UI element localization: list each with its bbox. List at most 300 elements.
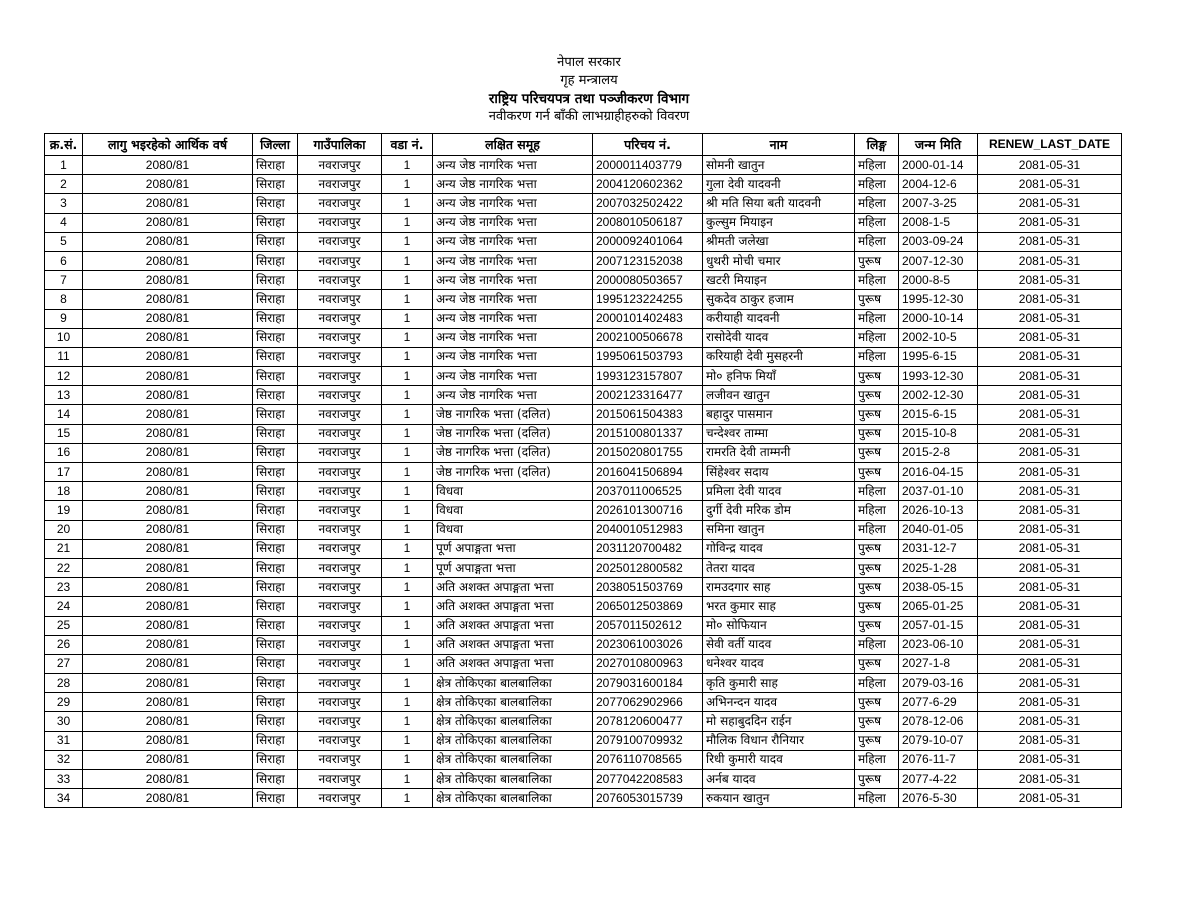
cell-target-group: अन्य जेष्ठ नागरिक भत्ता [433, 213, 593, 232]
cell-renew-last-date: 2081-05-31 [978, 367, 1122, 386]
cell-id-number: 2038051503769 [593, 578, 703, 597]
cell-id-number: 2004120602362 [593, 175, 703, 194]
cell-target-group: अन्य जेष्ठ नागरिक भत्ता [433, 175, 593, 194]
cell-district: सिराहा [253, 271, 298, 290]
cell-ward-number: 1 [382, 367, 433, 386]
cell-target-group: जेष्ठ नागरिक भत्ता (दलित) [433, 405, 593, 424]
cell-fiscal-year: 2080/81 [83, 386, 253, 405]
cell-gender: महिला [855, 271, 899, 290]
cell-municipality: नवराजपुर [298, 405, 382, 424]
cell-ward-number: 1 [382, 693, 433, 712]
cell-target-group: क्षेत्र तोकिएका बालबालिका [433, 674, 593, 693]
cell-municipality: नवराजपुर [298, 194, 382, 213]
cell-name: रासोदेवी यादव [703, 328, 855, 347]
cell-fiscal-year: 2080/81 [83, 750, 253, 769]
cell-municipality: नवराजपुर [298, 175, 382, 194]
cell-target-group: अति अशक्त अपाङ्गता भत्ता [433, 616, 593, 635]
cell-serial-number: 17 [45, 463, 83, 482]
cell-fiscal-year: 2080/81 [83, 443, 253, 462]
cell-id-number: 2015020801755 [593, 443, 703, 462]
cell-district: सिराहा [253, 328, 298, 347]
cell-name: मो० सोफियान [703, 616, 855, 635]
cell-municipality: नवराजपुर [298, 271, 382, 290]
cell-ward-number: 1 [382, 347, 433, 366]
cell-name: गुला देवी यादवनी [703, 175, 855, 194]
cell-municipality: नवराजपुर [298, 156, 382, 175]
table-row [45, 251, 1122, 270]
cell-fiscal-year: 2080/81 [83, 213, 253, 232]
cell-id-number: 1995123224255 [593, 290, 703, 309]
cell-name: श्रीमती जलेखा [703, 232, 855, 251]
cell-gender: पुरूष [855, 731, 899, 750]
cell-serial-number: 9 [45, 309, 83, 328]
cell-district: सिराहा [253, 770, 298, 789]
cell-fiscal-year: 2080/81 [83, 520, 253, 539]
cell-birth-date: 2000-01-14 [899, 156, 978, 175]
cell-ward-number: 1 [382, 482, 433, 501]
cell-name: अभिनन्दन यादव [703, 693, 855, 712]
table-row [45, 635, 1122, 654]
table-row [45, 194, 1122, 213]
cell-gender: महिला [855, 347, 899, 366]
cell-serial-number: 10 [45, 328, 83, 347]
cell-target-group: अन्य जेष्ठ नागरिक भत्ता [433, 251, 593, 270]
cell-birth-date: 2027-1-8 [899, 654, 978, 673]
cell-ward-number: 1 [382, 386, 433, 405]
cell-gender: महिला [855, 309, 899, 328]
cell-target-group: विधवा [433, 482, 593, 501]
cell-serial-number: 26 [45, 635, 83, 654]
table-row [45, 347, 1122, 366]
cell-target-group: अन्य जेष्ठ नागरिक भत्ता [433, 309, 593, 328]
cell-id-number: 2076053015739 [593, 789, 703, 808]
cell-ward-number: 1 [382, 578, 433, 597]
cell-id-number: 2000101402483 [593, 309, 703, 328]
cell-name: अर्नब यादव [703, 770, 855, 789]
cell-ward-number: 1 [382, 558, 433, 577]
table-row [45, 770, 1122, 789]
cell-district: सिराहा [253, 597, 298, 616]
department-title: राष्ट्रिय परिचयपत्र तथा पञ्जीकरण विभाग [488, 91, 690, 107]
cell-district: सिराहा [253, 251, 298, 270]
cell-serial-number: 33 [45, 770, 83, 789]
cell-name: भरत कुमार साह [703, 597, 855, 616]
cell-renew-last-date: 2081-05-31 [978, 463, 1122, 482]
cell-gender: महिला [855, 175, 899, 194]
cell-id-number: 2007123152038 [593, 251, 703, 270]
cell-target-group: अन्य जेष्ठ नागरिक भत्ता [433, 194, 593, 213]
cell-name: चन्देश्वर ताम्मा [703, 424, 855, 443]
cell-serial-number: 22 [45, 558, 83, 577]
cell-serial-number: 2 [45, 175, 83, 194]
cell-gender: पुरूष [855, 539, 899, 558]
table-row [45, 271, 1122, 290]
cell-renew-last-date: 2081-05-31 [978, 674, 1122, 693]
cell-gender: पुरूष [855, 367, 899, 386]
cell-id-number: 2077062902966 [593, 693, 703, 712]
cell-ward-number: 1 [382, 616, 433, 635]
column-header-gender: लिङ्ग [855, 134, 899, 156]
cell-serial-number: 1 [45, 156, 83, 175]
cell-fiscal-year: 2080/81 [83, 654, 253, 673]
cell-birth-date: 2076-11-7 [899, 750, 978, 769]
column-header-ward-number: वडा नं. [382, 134, 433, 156]
cell-birth-date: 2038-05-15 [899, 578, 978, 597]
cell-serial-number: 34 [45, 789, 83, 808]
cell-district: सिराहा [253, 156, 298, 175]
cell-renew-last-date: 2081-05-31 [978, 213, 1122, 232]
cell-id-number: 2065012503869 [593, 597, 703, 616]
cell-serial-number: 25 [45, 616, 83, 635]
cell-renew-last-date: 2081-05-31 [978, 731, 1122, 750]
cell-birth-date: 2003-09-24 [899, 232, 978, 251]
cell-target-group: पूर्ण अपाङ्गता भत्ता [433, 539, 593, 558]
cell-municipality: नवराजपुर [298, 232, 382, 251]
cell-municipality: नवराजपुर [298, 750, 382, 769]
table-row [45, 424, 1122, 443]
cell-district: सिराहा [253, 750, 298, 769]
cell-ward-number: 1 [382, 328, 433, 347]
cell-fiscal-year: 2080/81 [83, 558, 253, 577]
cell-birth-date: 2077-4-22 [899, 770, 978, 789]
cell-birth-date: 2025-1-28 [899, 558, 978, 577]
table-row [45, 328, 1122, 347]
cell-municipality: नवराजपुर [298, 558, 382, 577]
column-header-id-number: परिचय नं. [593, 134, 703, 156]
cell-birth-date: 2057-01-15 [899, 616, 978, 635]
cell-target-group: जेष्ठ नागरिक भत्ता (दलित) [433, 443, 593, 462]
cell-district: सिराहा [253, 290, 298, 309]
cell-id-number: 2000092401064 [593, 232, 703, 251]
cell-ward-number: 1 [382, 597, 433, 616]
cell-gender: महिला [855, 213, 899, 232]
table-row [45, 290, 1122, 309]
cell-target-group: अति अशक्त अपाङ्गता भत्ता [433, 654, 593, 673]
cell-fiscal-year: 2080/81 [83, 463, 253, 482]
table-row [45, 558, 1122, 577]
cell-fiscal-year: 2080/81 [83, 367, 253, 386]
cell-district: सिराहा [253, 232, 298, 251]
cell-birth-date: 2040-01-05 [899, 520, 978, 539]
cell-gender: पुरूष [855, 405, 899, 424]
cell-birth-date: 2000-10-14 [899, 309, 978, 328]
cell-district: सिराहा [253, 443, 298, 462]
cell-birth-date: 2002-10-5 [899, 328, 978, 347]
cell-ward-number: 1 [382, 290, 433, 309]
cell-fiscal-year: 2080/81 [83, 424, 253, 443]
cell-renew-last-date: 2081-05-31 [978, 539, 1122, 558]
cell-gender: महिला [855, 635, 899, 654]
cell-id-number: 2007032502422 [593, 194, 703, 213]
table-row [45, 501, 1122, 520]
cell-gender: महिला [855, 520, 899, 539]
cell-fiscal-year: 2080/81 [83, 482, 253, 501]
cell-renew-last-date: 2081-05-31 [978, 232, 1122, 251]
cell-gender: पुरूष [855, 597, 899, 616]
cell-district: सिराहा [253, 558, 298, 577]
cell-id-number: 1993123157807 [593, 367, 703, 386]
cell-id-number: 2002100506678 [593, 328, 703, 347]
cell-fiscal-year: 2080/81 [83, 156, 253, 175]
column-header-serial-number: क्र.सं. [45, 134, 83, 156]
cell-gender: पुरूष [855, 770, 899, 789]
cell-id-number: 2026101300716 [593, 501, 703, 520]
cell-district: सिराहा [253, 347, 298, 366]
cell-serial-number: 7 [45, 271, 83, 290]
cell-gender: महिला [855, 674, 899, 693]
cell-gender: महिला [855, 750, 899, 769]
cell-target-group: विधवा [433, 520, 593, 539]
cell-name: मौलिक विधान रौनियार [703, 731, 855, 750]
cell-serial-number: 3 [45, 194, 83, 213]
cell-birth-date: 2015-6-15 [899, 405, 978, 424]
cell-gender: पुरूष [855, 386, 899, 405]
column-header-name: नाम [703, 134, 855, 156]
cell-fiscal-year: 2080/81 [83, 693, 253, 712]
cell-name: खटरी मियाइन [703, 271, 855, 290]
cell-birth-date: 2031-12-7 [899, 539, 978, 558]
cell-renew-last-date: 2081-05-31 [978, 616, 1122, 635]
cell-municipality: नवराजपुर [298, 482, 382, 501]
cell-name: सेवी वर्ती यादव [703, 635, 855, 654]
cell-renew-last-date: 2081-05-31 [978, 520, 1122, 539]
cell-id-number: 1995061503793 [593, 347, 703, 366]
cell-target-group: विधवा [433, 501, 593, 520]
cell-birth-date: 2015-10-8 [899, 424, 978, 443]
cell-id-number: 2076110708565 [593, 750, 703, 769]
cell-serial-number: 4 [45, 213, 83, 232]
table-row [45, 405, 1122, 424]
cell-fiscal-year: 2080/81 [83, 674, 253, 693]
cell-name: धनेश्वर यादव [703, 654, 855, 673]
cell-renew-last-date: 2081-05-31 [978, 482, 1122, 501]
cell-serial-number: 29 [45, 693, 83, 712]
cell-id-number: 2016041506894 [593, 463, 703, 482]
cell-renew-last-date: 2081-05-31 [978, 635, 1122, 654]
cell-name: धुथरी मोची चमार [703, 251, 855, 270]
ministry-title: गृह मन्त्रालय [560, 73, 618, 88]
cell-municipality: नवराजपुर [298, 578, 382, 597]
cell-id-number: 2037011006525 [593, 482, 703, 501]
cell-birth-date: 2007-3-25 [899, 194, 978, 213]
cell-serial-number: 30 [45, 712, 83, 731]
cell-serial-number: 27 [45, 654, 83, 673]
cell-id-number: 2025012800582 [593, 558, 703, 577]
cell-district: सिराहा [253, 616, 298, 635]
cell-fiscal-year: 2080/81 [83, 539, 253, 558]
cell-gender: पुरूष [855, 693, 899, 712]
cell-municipality: नवराजपुर [298, 213, 382, 232]
cell-name: प्रमिला देवी यादव [703, 482, 855, 501]
cell-municipality: नवराजपुर [298, 424, 382, 443]
cell-name: लजीवन खातुन [703, 386, 855, 405]
cell-ward-number: 1 [382, 539, 433, 558]
cell-serial-number: 24 [45, 597, 83, 616]
cell-id-number: 2000080503657 [593, 271, 703, 290]
cell-target-group: जेष्ठ नागरिक भत्ता (दलित) [433, 424, 593, 443]
cell-name: रुकयान खातुन [703, 789, 855, 808]
cell-district: सिराहा [253, 175, 298, 194]
cell-ward-number: 1 [382, 175, 433, 194]
cell-fiscal-year: 2080/81 [83, 731, 253, 750]
cell-birth-date: 2023-06-10 [899, 635, 978, 654]
cell-renew-last-date: 2081-05-31 [978, 558, 1122, 577]
cell-district: सिराहा [253, 693, 298, 712]
cell-serial-number: 18 [45, 482, 83, 501]
cell-target-group: अति अशक्त अपाङ्गता भत्ता [433, 578, 593, 597]
cell-serial-number: 28 [45, 674, 83, 693]
cell-gender: पुरूष [855, 290, 899, 309]
cell-gender: पुरूष [855, 424, 899, 443]
cell-target-group: क्षेत्र तोकिएका बालबालिका [433, 770, 593, 789]
document-header [0, 54, 1178, 126]
cell-ward-number: 1 [382, 232, 433, 251]
cell-renew-last-date: 2081-05-31 [978, 443, 1122, 462]
cell-fiscal-year: 2080/81 [83, 271, 253, 290]
cell-gender: पुरूष [855, 463, 899, 482]
table-row [45, 367, 1122, 386]
cell-municipality: नवराजपुर [298, 386, 382, 405]
cell-target-group: क्षेत्र तोकिएका बालबालिका [433, 693, 593, 712]
cell-municipality: नवराजपुर [298, 501, 382, 520]
cell-municipality: नवराजपुर [298, 520, 382, 539]
cell-birth-date: 2000-8-5 [899, 271, 978, 290]
cell-name: कुल्सुम मियाइन [703, 213, 855, 232]
cell-name: सोमनी खातुन [703, 156, 855, 175]
cell-renew-last-date: 2081-05-31 [978, 309, 1122, 328]
column-header-birth-date: जन्म मिति [899, 134, 978, 156]
cell-municipality: नवराजपुर [298, 597, 382, 616]
cell-district: सिराहा [253, 386, 298, 405]
cell-target-group: अन्य जेष्ठ नागरिक भत्ता [433, 386, 593, 405]
cell-ward-number: 1 [382, 635, 433, 654]
table-header [45, 134, 1122, 156]
cell-district: सिराहा [253, 405, 298, 424]
cell-serial-number: 16 [45, 443, 83, 462]
cell-ward-number: 1 [382, 271, 433, 290]
cell-name: कृति कुमारी साह [703, 674, 855, 693]
cell-name: गोविन्द्र यादव [703, 539, 855, 558]
cell-id-number: 2000011403779 [593, 156, 703, 175]
cell-birth-date: 2004-12-6 [899, 175, 978, 194]
table-header-row [45, 134, 1122, 156]
cell-gender: महिला [855, 789, 899, 808]
cell-birth-date: 2016-04-15 [899, 463, 978, 482]
table-row [45, 750, 1122, 769]
cell-municipality: नवराजपुर [298, 443, 382, 462]
cell-renew-last-date: 2081-05-31 [978, 290, 1122, 309]
cell-gender: पुरूष [855, 558, 899, 577]
cell-fiscal-year: 2080/81 [83, 309, 253, 328]
cell-target-group: क्षेत्र तोकिएका बालबालिका [433, 712, 593, 731]
cell-serial-number: 15 [45, 424, 83, 443]
cell-birth-date: 2065-01-25 [899, 597, 978, 616]
cell-fiscal-year: 2080/81 [83, 616, 253, 635]
cell-municipality: नवराजपुर [298, 251, 382, 270]
cell-name: रिधी कुमारी यादव [703, 750, 855, 769]
cell-birth-date: 2077-6-29 [899, 693, 978, 712]
cell-renew-last-date: 2081-05-31 [978, 693, 1122, 712]
cell-gender: पुरूष [855, 712, 899, 731]
cell-gender: पुरूष [855, 443, 899, 462]
cell-fiscal-year: 2080/81 [83, 770, 253, 789]
cell-municipality: नवराजपुर [298, 616, 382, 635]
cell-gender: पुरूष [855, 251, 899, 270]
cell-district: सिराहा [253, 194, 298, 213]
cell-name: सिंहेश्वर सदाय [703, 463, 855, 482]
table-row [45, 443, 1122, 462]
table-row [45, 482, 1122, 501]
cell-ward-number: 1 [382, 424, 433, 443]
cell-serial-number: 12 [45, 367, 83, 386]
cell-serial-number: 32 [45, 750, 83, 769]
cell-renew-last-date: 2081-05-31 [978, 251, 1122, 270]
cell-municipality: नवराजपुर [298, 309, 382, 328]
cell-ward-number: 1 [382, 156, 433, 175]
cell-target-group: जेष्ठ नागरिक भत्ता (दलित) [433, 463, 593, 482]
cell-id-number: 2027010800963 [593, 654, 703, 673]
cell-renew-last-date: 2081-05-31 [978, 156, 1122, 175]
cell-gender: पुरूष [855, 616, 899, 635]
cell-district: सिराहा [253, 731, 298, 750]
cell-id-number: 2079031600184 [593, 674, 703, 693]
cell-renew-last-date: 2081-05-31 [978, 405, 1122, 424]
cell-renew-last-date: 2081-05-31 [978, 750, 1122, 769]
cell-municipality: नवराजपुर [298, 539, 382, 558]
cell-district: सिराहा [253, 482, 298, 501]
cell-name: मो सहाबुददिन राईन [703, 712, 855, 731]
government-title: नेपाल सरकार [557, 55, 621, 70]
table-row [45, 578, 1122, 597]
cell-birth-date: 1995-12-30 [899, 290, 978, 309]
cell-renew-last-date: 2081-05-31 [978, 194, 1122, 213]
cell-name: रामउदगार साह [703, 578, 855, 597]
cell-fiscal-year: 2080/81 [83, 597, 253, 616]
cell-target-group: क्षेत्र तोकिएका बालबालिका [433, 789, 593, 808]
cell-municipality: नवराजपुर [298, 674, 382, 693]
cell-target-group: अन्य जेष्ठ नागरिक भत्ता [433, 271, 593, 290]
cell-gender: पुरूष [855, 654, 899, 673]
table-row [45, 597, 1122, 616]
cell-renew-last-date: 2081-05-31 [978, 271, 1122, 290]
cell-renew-last-date: 2081-05-31 [978, 328, 1122, 347]
cell-municipality: नवराजपुर [298, 463, 382, 482]
cell-fiscal-year: 2080/81 [83, 290, 253, 309]
cell-id-number: 2002123316477 [593, 386, 703, 405]
cell-id-number: 2078120600477 [593, 712, 703, 731]
cell-target-group: अन्य जेष्ठ नागरिक भत्ता [433, 232, 593, 251]
column-header-renew-last-date: RENEW_LAST_DATE [978, 134, 1122, 156]
cell-district: सिराहा [253, 674, 298, 693]
cell-ward-number: 1 [382, 770, 433, 789]
cell-gender: महिला [855, 501, 899, 520]
table-row [45, 674, 1122, 693]
cell-district: सिराहा [253, 309, 298, 328]
cell-target-group: अन्य जेष्ठ नागरिक भत्ता [433, 156, 593, 175]
table-row [45, 463, 1122, 482]
column-header-target-group: लक्षित समूह [433, 134, 593, 156]
cell-serial-number: 6 [45, 251, 83, 270]
table-row [45, 309, 1122, 328]
cell-fiscal-year: 2080/81 [83, 347, 253, 366]
cell-fiscal-year: 2080/81 [83, 501, 253, 520]
cell-target-group: अन्य जेष्ठ नागरिक भत्ता [433, 347, 593, 366]
cell-birth-date: 2078-12-06 [899, 712, 978, 731]
cell-name: रामरति देवी ताम्मनी [703, 443, 855, 462]
cell-ward-number: 1 [382, 405, 433, 424]
table-row [45, 156, 1122, 175]
cell-birth-date: 2076-5-30 [899, 789, 978, 808]
